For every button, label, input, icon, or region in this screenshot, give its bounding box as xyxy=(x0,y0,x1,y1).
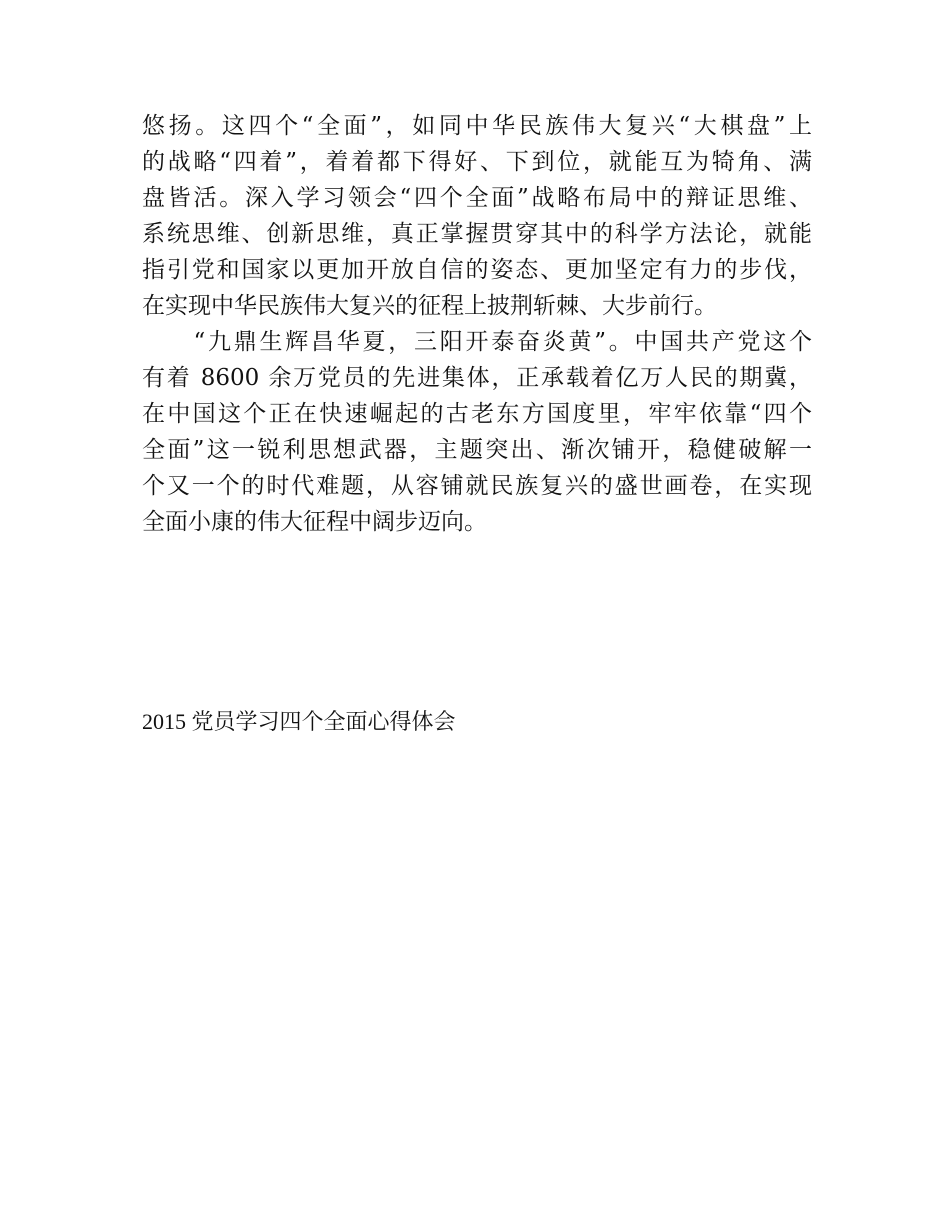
text-line: 盘皆活。深入学习领会“四个全面”战略布局中的辩证思维、 xyxy=(142,185,812,211)
paragraph-2 xyxy=(142,324,812,540)
text-line: 悠扬。这四个“全面”，如同中华民族伟大复兴“大棋盘”上 xyxy=(142,113,812,139)
text-line: “九鼎生辉昌华夏，三阳开泰奋炎黄”。中国共产党这个 xyxy=(142,329,812,355)
text-line: 在实现中华民族伟大复兴的征程上披荆斩棘、大步前行。 xyxy=(142,293,717,319)
document-title: 2015 党员学习四个全面心得体会 xyxy=(142,709,456,734)
text-line: 全面小康的伟大征程中阔步迈向。 xyxy=(142,509,487,535)
text-line: 在中国这个正在快速崛起的古老东方国度里，牢牢依靠“四个 xyxy=(142,401,812,427)
paragraph-1 xyxy=(142,108,812,324)
text-line: 指引党和国家以更加开放自信的姿态、更加坚定有力的步伐， xyxy=(142,257,812,283)
text-line: 全面”这一锐利思想武器，主题突出、渐次铺开，稳健破解一 xyxy=(142,437,812,463)
text-line: 个又一个的时代难题，从容铺就民族复兴的盛世画卷，在实现 xyxy=(142,473,812,499)
text-line: 有着 8600 余万党员的先进集体，正承载着亿万人民的期冀， xyxy=(142,365,812,391)
text-line: 的战略“四着”，着着都下得好、下到位，就能互为犄角、满 xyxy=(142,149,812,175)
text-line: 系统思维、创新思维，真正掌握贯穿其中的科学方法论，就能 xyxy=(142,221,812,247)
body-text xyxy=(142,108,812,540)
